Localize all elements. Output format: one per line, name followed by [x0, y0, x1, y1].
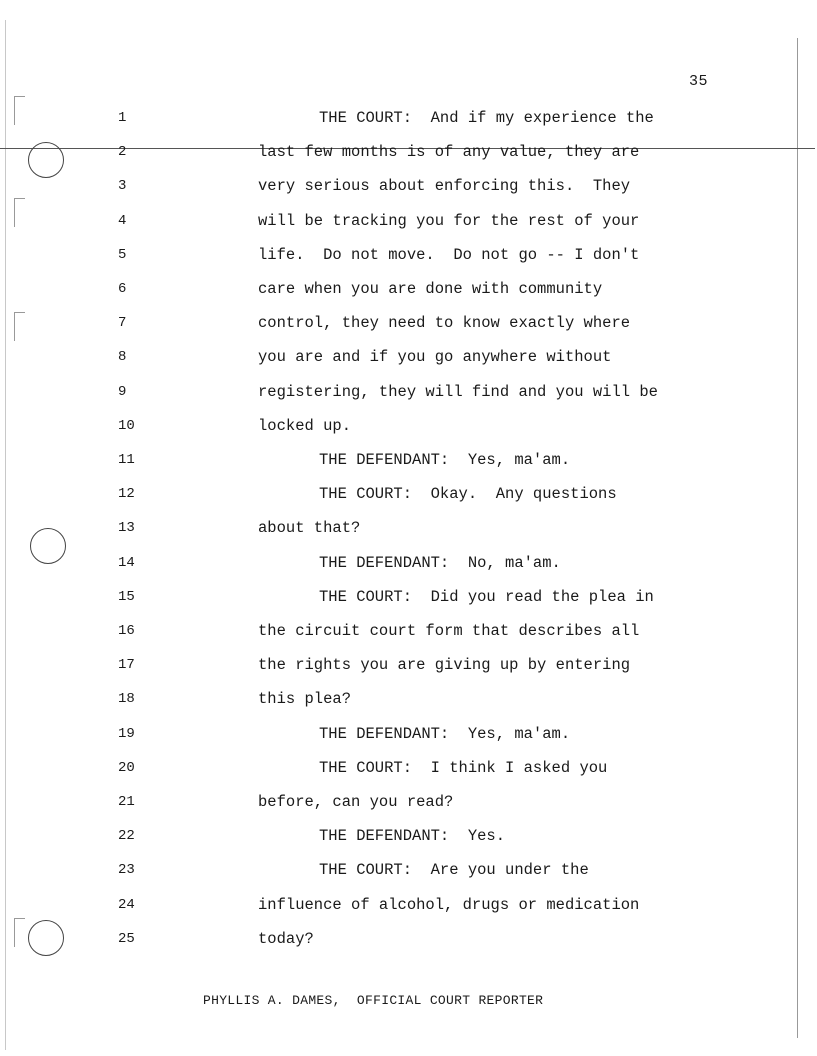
line-number: 1 — [118, 110, 127, 126]
line-text: the rights you are giving up by entering — [258, 656, 631, 675]
line-text: THE COURT: I think I asked you — [319, 758, 608, 777]
line-number: 6 — [118, 281, 127, 297]
line-number: 21 — [118, 794, 135, 810]
line-text: care when you are done with community — [258, 280, 603, 298]
line-number: 15 — [118, 588, 135, 605]
page-number: 35 — [689, 73, 709, 90]
line-number: 24 — [118, 896, 135, 913]
line-text: influence of alcohol, drugs or medication — [258, 895, 640, 914]
transcript-line — [0, 862, 817, 896]
transcript-line — [0, 315, 817, 349]
transcript-line — [0, 418, 817, 452]
transcript-line — [0, 555, 817, 589]
line-number: 22 — [118, 828, 135, 845]
line-number: 9 — [118, 383, 127, 400]
transcript-line — [0, 110, 817, 144]
transcript-line — [0, 486, 817, 520]
line-text: you are and if you go anywhere without — [258, 348, 612, 367]
line-text: this plea? — [258, 690, 352, 709]
line-text: will be tracking you for the rest of your — [258, 211, 640, 230]
line-number: 25 — [118, 930, 135, 947]
transcript-line — [0, 247, 817, 281]
line-number: 5 — [118, 246, 127, 263]
line-text: THE COURT: Did you read the plea in — [319, 587, 654, 606]
line-number: 14 — [118, 554, 135, 571]
transcript-line — [0, 623, 817, 657]
line-text: locked up. — [258, 416, 352, 435]
line-text: before, can you read? — [258, 793, 454, 811]
line-text: THE COURT: Okay. Any questions — [319, 485, 617, 504]
transcript-line — [0, 760, 817, 794]
transcript-line — [0, 213, 817, 247]
line-text: THE DEFENDANT: Yes, ma'am. — [319, 724, 571, 743]
line-number: 7 — [118, 315, 127, 332]
line-number: 16 — [118, 623, 135, 639]
line-number: 4 — [118, 212, 127, 229]
transcript-line — [0, 828, 817, 862]
line-number: 8 — [118, 349, 127, 366]
line-number: 3 — [118, 178, 127, 195]
line-number: 13 — [118, 520, 135, 537]
transcript-line — [0, 281, 817, 315]
line-number: 11 — [118, 452, 135, 468]
line-text: last few months is of any value, they are — [258, 143, 640, 162]
transcript-line — [0, 691, 817, 725]
line-text: registering, they will find and you will be — [258, 382, 658, 401]
transcript-line — [0, 384, 817, 418]
line-text: very serious about enforcing this. They — [258, 177, 631, 196]
line-number: 19 — [118, 725, 135, 742]
line-text: THE DEFENDANT: Yes, ma'am. — [319, 451, 571, 469]
transcript-line — [0, 178, 817, 212]
line-number: 23 — [118, 862, 135, 879]
line-number: 18 — [118, 691, 135, 708]
line-number: 12 — [118, 486, 135, 503]
transcript-line — [0, 897, 817, 931]
line-number: 2 — [118, 144, 127, 161]
transcript-line — [0, 589, 817, 623]
line-text: about that? — [258, 519, 361, 538]
line-number: 17 — [118, 657, 135, 674]
transcript-line — [0, 452, 817, 486]
transcript-line — [0, 657, 817, 691]
line-number: 20 — [118, 759, 135, 776]
transcript-line — [0, 726, 817, 760]
transcript-line — [0, 520, 817, 554]
line-text: THE COURT: And if my experience the — [319, 109, 654, 127]
transcript-line — [0, 794, 817, 828]
line-number: 10 — [118, 417, 135, 434]
line-text: the circuit court form that describes all — [258, 622, 640, 640]
line-text: control, they need to know exactly where — [258, 314, 631, 333]
transcript-line — [0, 931, 817, 965]
line-text: life. Do not move. Do not go -- I don't — [258, 245, 640, 264]
court-reporter-footer: PHYLLIS A. DAMES, OFFICIAL COURT REPORTER — [203, 993, 544, 1008]
line-text: THE COURT: Are you under the — [319, 861, 589, 880]
line-text: THE DEFENDANT: No, ma'am. — [319, 553, 561, 572]
transcript-line — [0, 349, 817, 383]
line-text: THE DEFENDANT: Yes. — [319, 827, 506, 846]
line-text: today? — [258, 929, 314, 948]
transcript-line — [0, 144, 817, 178]
